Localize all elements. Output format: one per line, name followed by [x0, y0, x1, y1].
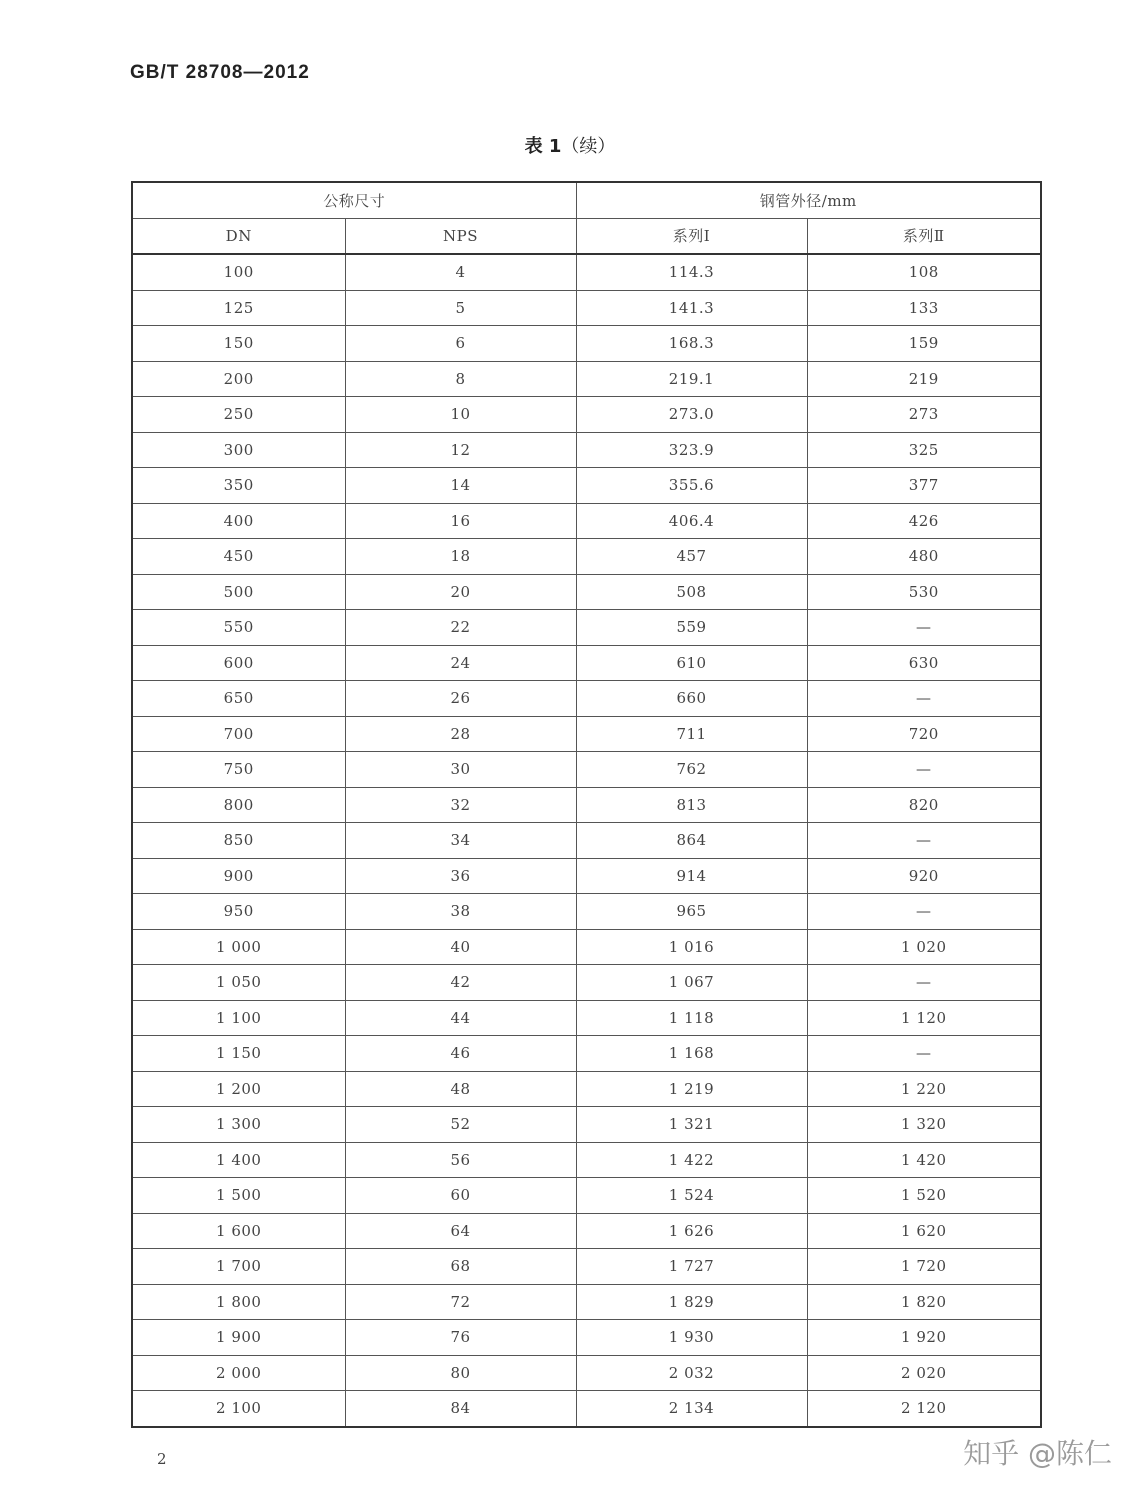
table-row: [132, 681, 1041, 717]
cell-dn: 1 500: [132, 1178, 345, 1214]
cell-dn: 1 150: [132, 1036, 345, 1072]
cell-series-1: 141.3: [576, 290, 807, 326]
cell-nps: 76: [345, 1320, 576, 1356]
table-row: [132, 468, 1041, 504]
cell-nps: 38: [345, 894, 576, 930]
cell-series-2: —: [807, 610, 1041, 646]
cell-dn: 1 200: [132, 1071, 345, 1107]
cell-series-2: 1 420: [807, 1142, 1041, 1178]
cell-dn: 1 400: [132, 1142, 345, 1178]
cell-series-2: —: [807, 752, 1041, 788]
group-header-outer-diameter: 钢管外径/mm: [576, 182, 1041, 218]
cell-series-2: 2 020: [807, 1355, 1041, 1391]
cell-series-1: 559: [576, 610, 807, 646]
cell-nps: 32: [345, 787, 576, 823]
table-row: [132, 787, 1041, 823]
table-title-suffix: （续）: [561, 136, 616, 157]
cell-series-2: 820: [807, 787, 1041, 823]
cell-dn: 800: [132, 787, 345, 823]
cell-series-2: 1 220: [807, 1071, 1041, 1107]
cell-series-1: 864: [576, 823, 807, 859]
cell-nps: 16: [345, 503, 576, 539]
table-row: [132, 1355, 1041, 1391]
table-group-header-row: [132, 182, 1041, 218]
table-row: [132, 361, 1041, 397]
cell-series-1: 219.1: [576, 361, 807, 397]
cell-series-1: 168.3: [576, 326, 807, 362]
cell-dn: 100: [132, 254, 345, 290]
column-header-series-2: 系列Ⅱ: [807, 218, 1041, 254]
cell-series-2: —: [807, 965, 1041, 1001]
cell-series-2: 133: [807, 290, 1041, 326]
cell-dn: 550: [132, 610, 345, 646]
table-row: [132, 645, 1041, 681]
cell-dn: 350: [132, 468, 345, 504]
cell-nps: 48: [345, 1071, 576, 1107]
cell-dn: 2 000: [132, 1355, 345, 1391]
cell-series-1: 2 134: [576, 1391, 807, 1427]
cell-dn: 1 800: [132, 1284, 345, 1320]
cell-dn: 300: [132, 432, 345, 468]
table-title-prefix: 表 1: [524, 136, 562, 157]
cell-nps: 18: [345, 539, 576, 575]
cell-series-1: 1 727: [576, 1249, 807, 1285]
column-header-dn: DN: [132, 218, 345, 254]
cell-nps: 80: [345, 1355, 576, 1391]
cell-series-1: 711: [576, 716, 807, 752]
column-header-series-1: 系列Ⅰ: [576, 218, 807, 254]
cell-nps: 10: [345, 397, 576, 433]
cell-series-2: 377: [807, 468, 1041, 504]
cell-dn: 950: [132, 894, 345, 930]
cell-series-1: 965: [576, 894, 807, 930]
cell-series-2: 1 120: [807, 1000, 1041, 1036]
table-row: [132, 1284, 1041, 1320]
cell-nps: 6: [345, 326, 576, 362]
table-column-header-row: [132, 218, 1041, 254]
cell-series-1: 914: [576, 858, 807, 894]
cell-nps: 52: [345, 1107, 576, 1143]
table-row: [132, 290, 1041, 326]
cell-series-2: 720: [807, 716, 1041, 752]
table-row: [132, 254, 1041, 290]
cell-nps: 84: [345, 1391, 576, 1427]
cell-dn: 850: [132, 823, 345, 859]
cell-series-2: 1 620: [807, 1213, 1041, 1249]
cell-series-2: 2 120: [807, 1391, 1041, 1427]
table-row: [132, 823, 1041, 859]
cell-nps: 60: [345, 1178, 576, 1214]
cell-series-1: 1 930: [576, 1320, 807, 1356]
cell-series-1: 813: [576, 787, 807, 823]
table-row: [132, 503, 1041, 539]
table-row: [132, 1071, 1041, 1107]
table-row: [132, 610, 1041, 646]
cell-nps: 44: [345, 1000, 576, 1036]
cell-dn: 1 900: [132, 1320, 345, 1356]
cell-nps: 46: [345, 1036, 576, 1072]
cell-series-1: 1 626: [576, 1213, 807, 1249]
cell-nps: 64: [345, 1213, 576, 1249]
cell-nps: 28: [345, 716, 576, 752]
document-code: GB/T 28708—2012: [130, 62, 310, 83]
cell-nps: 36: [345, 858, 576, 894]
cell-dn: 125: [132, 290, 345, 326]
cell-series-2: 920: [807, 858, 1041, 894]
cell-nps: 20: [345, 574, 576, 610]
cell-series-2: —: [807, 681, 1041, 717]
cell-series-1: 1 016: [576, 929, 807, 965]
table-row: [132, 432, 1041, 468]
cell-nps: 40: [345, 929, 576, 965]
table-row: [132, 539, 1041, 575]
cell-dn: 1 000: [132, 929, 345, 965]
table-row: [132, 1249, 1041, 1285]
cell-series-1: 355.6: [576, 468, 807, 504]
table-title: [0, 132, 1140, 158]
cell-nps: 4: [345, 254, 576, 290]
cell-nps: 34: [345, 823, 576, 859]
cell-series-1: 273.0: [576, 397, 807, 433]
cell-dn: 900: [132, 858, 345, 894]
cell-series-2: 1 720: [807, 1249, 1041, 1285]
cell-series-1: 610: [576, 645, 807, 681]
table-row: [132, 1142, 1041, 1178]
table-row: [132, 574, 1041, 610]
cell-nps: 5: [345, 290, 576, 326]
cell-series-2: 219: [807, 361, 1041, 397]
cell-series-1: 1 321: [576, 1107, 807, 1143]
cell-series-1: 762: [576, 752, 807, 788]
watermark: 知乎 @陈仁: [963, 1437, 1112, 1470]
cell-dn: 2 100: [132, 1391, 345, 1427]
table-row: [132, 929, 1041, 965]
cell-dn: 1 050: [132, 965, 345, 1001]
table-row: [132, 1000, 1041, 1036]
cell-dn: 700: [132, 716, 345, 752]
column-header-nps: NPS: [345, 218, 576, 254]
cell-series-2: 1 920: [807, 1320, 1041, 1356]
cell-dn: 1 700: [132, 1249, 345, 1285]
cell-series-1: 406.4: [576, 503, 807, 539]
cell-nps: 42: [345, 965, 576, 1001]
cell-series-1: 323.9: [576, 432, 807, 468]
table-row: [132, 397, 1041, 433]
cell-dn: 1 300: [132, 1107, 345, 1143]
cell-series-1: 660: [576, 681, 807, 717]
cell-series-2: 1 020: [807, 929, 1041, 965]
cell-series-2: 273: [807, 397, 1041, 433]
cell-series-2: —: [807, 1036, 1041, 1072]
cell-series-2: 1 320: [807, 1107, 1041, 1143]
cell-dn: 600: [132, 645, 345, 681]
cell-series-1: 457: [576, 539, 807, 575]
cell-nps: 68: [345, 1249, 576, 1285]
cell-dn: 750: [132, 752, 345, 788]
cell-series-2: —: [807, 894, 1041, 930]
cell-series-1: 1 829: [576, 1284, 807, 1320]
cell-series-2: 159: [807, 326, 1041, 362]
cell-series-2: 108: [807, 254, 1041, 290]
cell-nps: 24: [345, 645, 576, 681]
cell-dn: 250: [132, 397, 345, 433]
cell-series-1: 1 168: [576, 1036, 807, 1072]
cell-series-2: 630: [807, 645, 1041, 681]
table-row: [132, 752, 1041, 788]
cell-nps: 12: [345, 432, 576, 468]
table-row: [132, 326, 1041, 362]
cell-nps: 30: [345, 752, 576, 788]
table-row: [132, 858, 1041, 894]
cell-series-2: 530: [807, 574, 1041, 610]
cell-nps: 14: [345, 468, 576, 504]
cell-nps: 26: [345, 681, 576, 717]
cell-series-1: 508: [576, 574, 807, 610]
cell-nps: 56: [345, 1142, 576, 1178]
cell-dn: 150: [132, 326, 345, 362]
cell-series-2: 1 820: [807, 1284, 1041, 1320]
cell-series-2: 325: [807, 432, 1041, 468]
cell-series-1: 1 524: [576, 1178, 807, 1214]
cell-series-2: —: [807, 823, 1041, 859]
cell-dn: 1 600: [132, 1213, 345, 1249]
table-row: [132, 1178, 1041, 1214]
cell-series-1: 1 422: [576, 1142, 807, 1178]
table-row: [132, 1036, 1041, 1072]
table-row: [132, 1391, 1041, 1427]
cell-series-2: 480: [807, 539, 1041, 575]
cell-dn: 500: [132, 574, 345, 610]
cell-dn: 450: [132, 539, 345, 575]
cell-nps: 8: [345, 361, 576, 397]
cell-series-2: 426: [807, 503, 1041, 539]
cell-dn: 200: [132, 361, 345, 397]
cell-series-1: 1 219: [576, 1071, 807, 1107]
table-row: [132, 1320, 1041, 1356]
cell-series-2: 1 520: [807, 1178, 1041, 1214]
table-row: [132, 894, 1041, 930]
page-number: 2: [157, 1450, 167, 1468]
cell-series-1: 114.3: [576, 254, 807, 290]
cell-dn: 1 100: [132, 1000, 345, 1036]
cell-series-1: 1 067: [576, 965, 807, 1001]
cell-dn: 400: [132, 503, 345, 539]
cell-nps: 72: [345, 1284, 576, 1320]
group-header-nominal-size: 公称尺寸: [132, 182, 576, 218]
table-row: [132, 965, 1041, 1001]
cell-series-1: 2 032: [576, 1355, 807, 1391]
table-row: [132, 716, 1041, 752]
cell-nps: 22: [345, 610, 576, 646]
cell-dn: 650: [132, 681, 345, 717]
table-body: [132, 254, 1041, 1427]
pipe-size-table: [131, 181, 1042, 1428]
table-row: [132, 1107, 1041, 1143]
table-row: [132, 1213, 1041, 1249]
cell-series-1: 1 118: [576, 1000, 807, 1036]
